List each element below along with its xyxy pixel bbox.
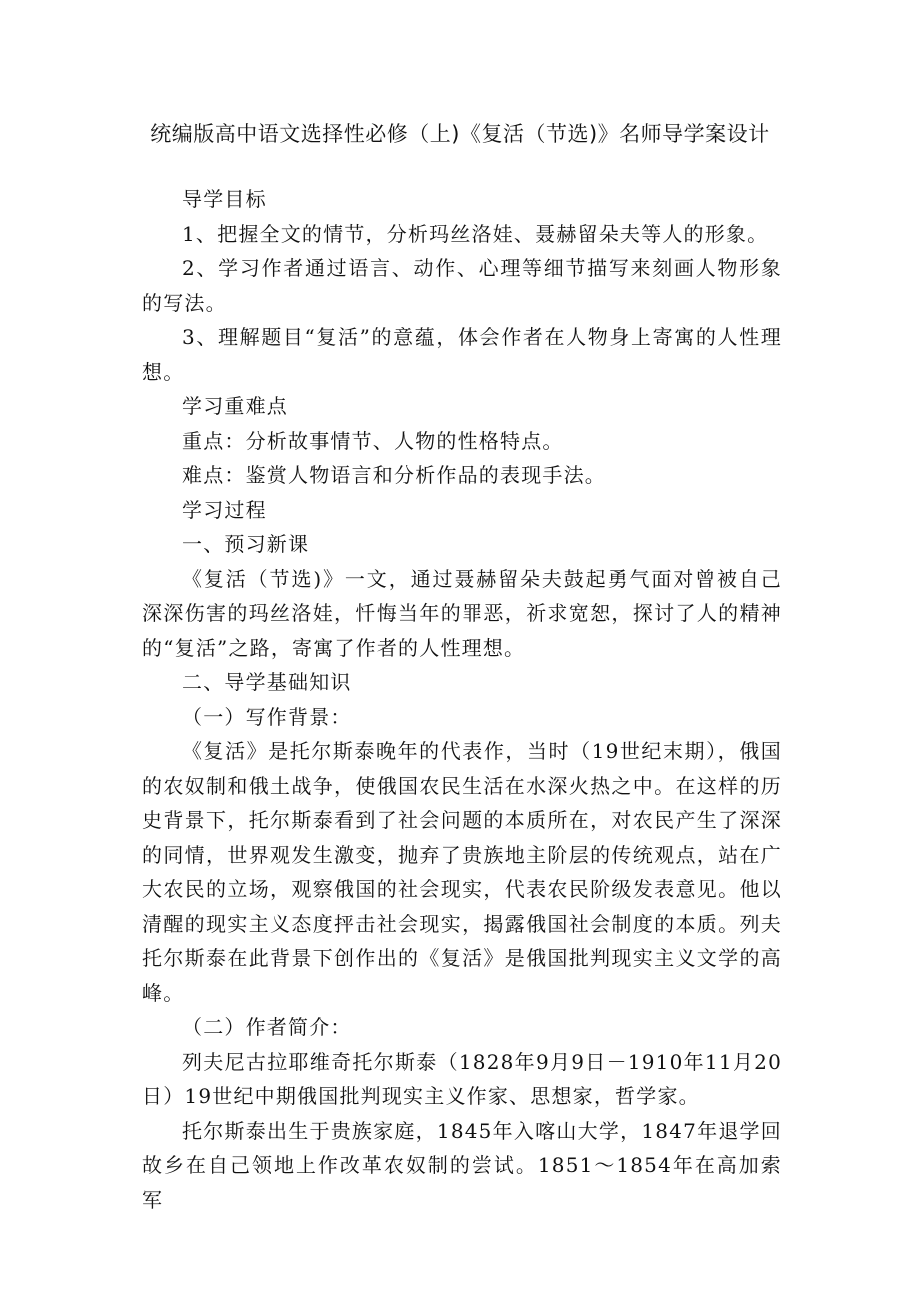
subsection-heading-author: （二）作者简介：: [182, 1015, 352, 1039]
goal-item-1: 1、把握全文的情节，分析玛丝洛娃、聂赫留朵夫等人的形象。: [182, 221, 769, 246]
section-heading-goals: 导学目标: [182, 187, 267, 211]
subsection-heading-background: （一）写作背景：: [182, 704, 352, 729]
difficult-point: 难点：鉴赏人物语言和分析作品的表现手法。: [182, 463, 606, 487]
author-paragraph-1: 列夫尼古拉耶维奇托尔斯泰（1828年9月9日－1910年11月20日）19世纪中期俄国批判现实主义作家、思想家，哲学家。: [142, 1049, 782, 1108]
section-heading-process: 学习过程: [182, 497, 267, 522]
document-title: 统编版高中语文选择性必修（上)《复活（节选)》名师导学案设计: [150, 122, 770, 146]
subsection-heading-preview: 一、预习新课: [182, 532, 310, 556]
goal-item-2: 2、学习作者通过语言、动作、心理等细节描写来刻画人物形象的写法。: [142, 256, 782, 315]
key-point: 重点：分析故事情节、人物的性格特点。: [182, 428, 564, 453]
author-paragraph-2: 托尔斯泰出生于贵族家庭，1845年入喀山大学，1847年退学回故乡在自己领地上作改革农奴制的尝试。1851～1854年在高加索军: [142, 1118, 782, 1212]
preview-paragraph: 《复活（节选)》一文，通过聂赫留朵夫鼓起勇气面对曾被自己深深伤害的玛丝洛娃，忏悔当年的罪恶，祈求宽恕，探讨了人的精神的“复活”之路，寄寓了作者的人性理想。: [142, 566, 782, 660]
background-paragraph: 《复活》是托尔斯泰晚年的代表作，当时（19世纪末期），俄国的农奴制和俄土战争，使俄国农民生活在水深火热之中。在这样的历史背景下，托尔斯泰看到了社会问题的本质所在，对农民产生了深深的同情，世界观发生激变，抛弃了贵族地主阶层的传统观点，站在广大农民的立场，观察俄国的社会现实，代表农民阶级发表意见。他以清醒的现实主义态度抨击社会现实，揭露俄国社会制度的本质。列夫托尔斯泰在此背景下创作出的《复活》是俄国批判现实主义文学的高峰。: [142, 739, 782, 1005]
section-heading-key-points: 学习重难点: [182, 394, 288, 418]
document-body: [142, 182, 782, 1217]
subsection-heading-basics: 二、导学基础知识: [182, 670, 352, 694]
goal-item-3: 3、理解题目“复活”的意蕴，体会作者在人物身上寄寓的人性理想。: [142, 325, 782, 384]
